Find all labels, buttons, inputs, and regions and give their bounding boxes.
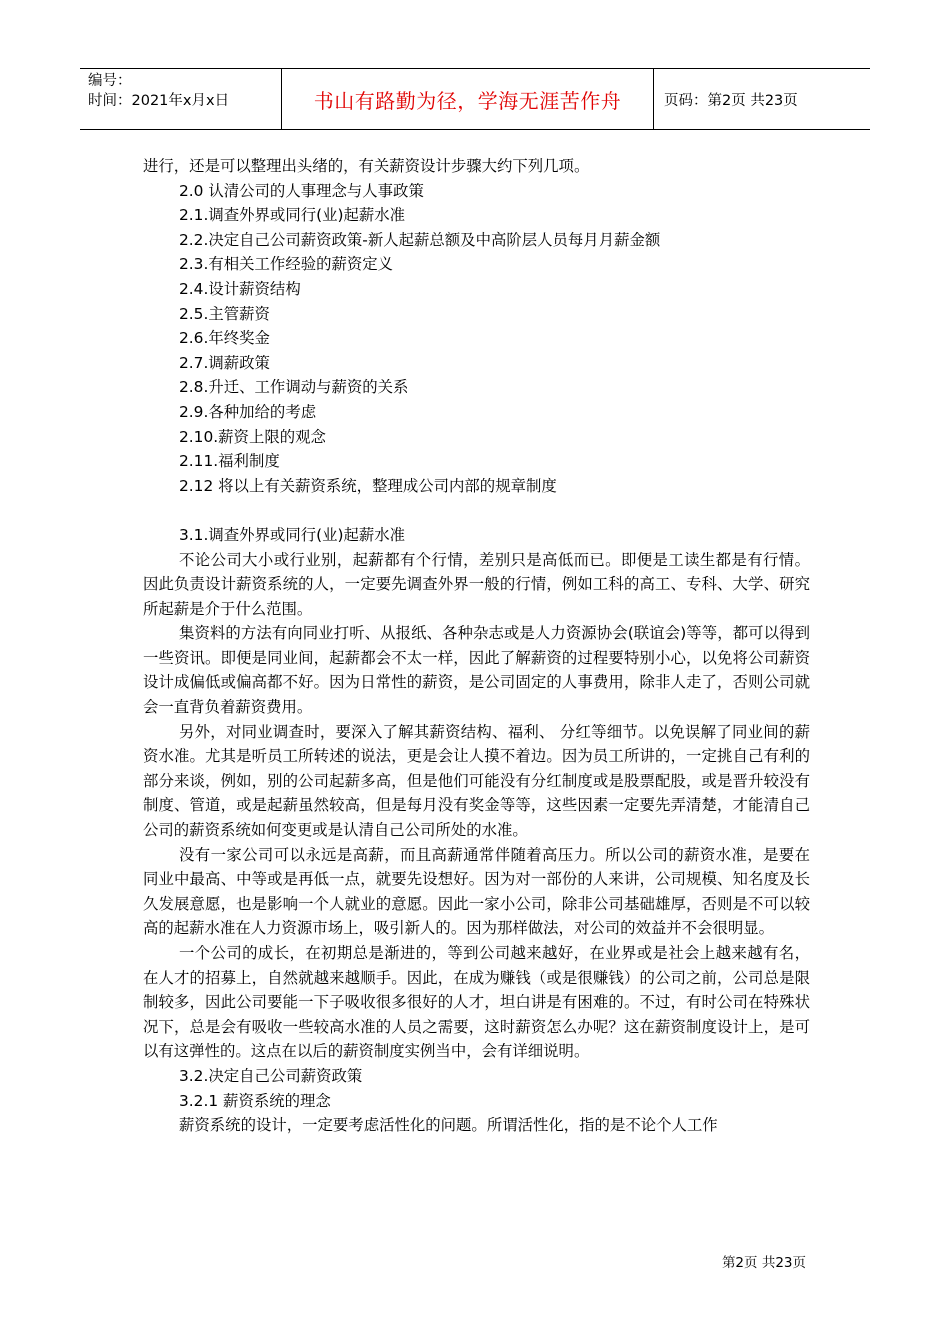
intro-line: 进行，还是可以整理出头绪的，有关薪资设计步骤大约下列几项。 (143, 157, 590, 175)
header-meta (80, 69, 282, 129)
toc-item: 2.7.调薪政策 (179, 353, 270, 372)
body-paragraph: 一个公司的成长，在初期总是渐进的，等到公司越来越好，在业界或是社会上越来越有名，在人才的招募上，自然就越来越顺手。因此，在成为赚钱（或是很赚钱）的公司之前，公司总是限制较多，因此公司要能一下子吸收很多很好的人才，坦白讲是有困难的。不过，有时公司在特殊状况下，总是会有吸收一些较高水准的人员之需要，这时薪资怎么办呢？这在薪资制度设计上，是可以有这弹性的。这点在以后的薪资制度实例当中，会有详细说明。 (143, 944, 810, 1061)
toc-list (143, 179, 810, 499)
body-paragraph: 另外，对同业调查时，要深入了解其薪资结构、福利、 分红等细节。以免误解了同业间的薪资水准。尤其是听员工所转述的说法，更是会让人摸不着边。因为员工所讲的，一定挑自己有利的部分来谈，例如，别的公司起薪多高，但是他们可能没有分红制度或是股票配股，或是晋升较没有制度、管道，或是起薪虽然较高，但是每月没有奖金等等，这些因素一定要先弄清楚，才能清自己公司的薪资系统如何变更或是认清自己公司所处的水准。 (143, 722, 810, 840)
toc-item: 2.10.薪资上限的观念 (179, 427, 326, 446)
toc-item: 2.5.主管薪资 (179, 304, 270, 323)
toc-item: 2.4.设计薪资结构 (179, 279, 301, 298)
toc-item: 2.2.决定自己公司薪资政策-新人起薪总额及中高阶层人员每月月薪金额 (179, 230, 661, 249)
toc-item: 2.8.升迁、工作调动与薪资的关系 (179, 378, 409, 397)
body-paragraph-last: 薪资系统的设计，一定要考虑活性化的问题。所谓活性化，指的是不论个人工作 (179, 1116, 718, 1135)
page-footer: 第2页 共23页 (721, 1255, 806, 1271)
toc-item: 2.0 认清公司的人事理念与人事政策 (179, 181, 424, 200)
section-heading-3-2-1: 3.2.1 薪资系统的理念 (179, 1091, 331, 1110)
toc-item: 2.12 将以上有关薪资系统，整理成公司内部的规章制度 (179, 476, 557, 495)
toc-item: 2.6.年终奖金 (179, 329, 270, 348)
toc-item: 2.3.有相关工作经验的薪资定义 (179, 255, 394, 274)
body-paragraph: 不论公司大小或行业别，起薪都有个行情，差别只是高低而已。即便是工读生都是有行情。因此负责设计薪资系统的人，一定要先调查外界一般的行情，例如工科的高工、专科、大学、研究所起薪是介于什么范围。 (143, 550, 810, 618)
header-motto: 书山有路勤为径，学海无涯苦作舟 (282, 69, 654, 129)
section-heading-3-2: 3.2.决定自己公司薪资政策 (179, 1066, 363, 1085)
page-header (80, 68, 870, 130)
toc-item: 2.1.调查外界或同行(业)起薪水准 (179, 206, 406, 225)
blank-line (143, 498, 810, 523)
document-body (143, 154, 810, 1138)
section-heading-3-1: 3.1.调查外界或同行(业)起薪水准 (179, 525, 406, 544)
document-number-label: 编号： (88, 73, 132, 89)
body-paragraph: 集资料的方法有向同业打听、从报纸、各种杂志或是人力资源协会(联谊会)等等，都可以得到一些资讯。即便是同业间，起薪都会不太一样，因此了解薪资的过程要特别小心，以免将公司薪资设计成偏低或偏高都不好。因为日常性的薪资，是公司固定的人事费用，除非人走了，否则公司就会一直背负着薪资费用。 (143, 624, 810, 717)
toc-item: 2.11.福利制度 (179, 452, 280, 471)
toc-item: 2.9.各种加给的考虑 (179, 402, 317, 421)
header-page-number: 页码：第2页 共23页 (664, 92, 798, 109)
document-time-label: 时间：2021年x月x日 (88, 93, 230, 109)
body-paragraph: 没有一家公司可以永远是高薪，而且高薪通常伴随着高压力。所以公司的薪资水准，是要在同业中最高、中等或是再低一点，就要先设想好。因为对一部份的人来讲，公司规模、知名度及长久发展意愿，也是影响一个人就业的意愿。因此一家小公司，除非公司基础雄厚，否则是不可以较高的起薪水准在人力资源市场上，吸引新人的。因为那样做法，对公司的效益并不会很明显。 (143, 845, 810, 938)
